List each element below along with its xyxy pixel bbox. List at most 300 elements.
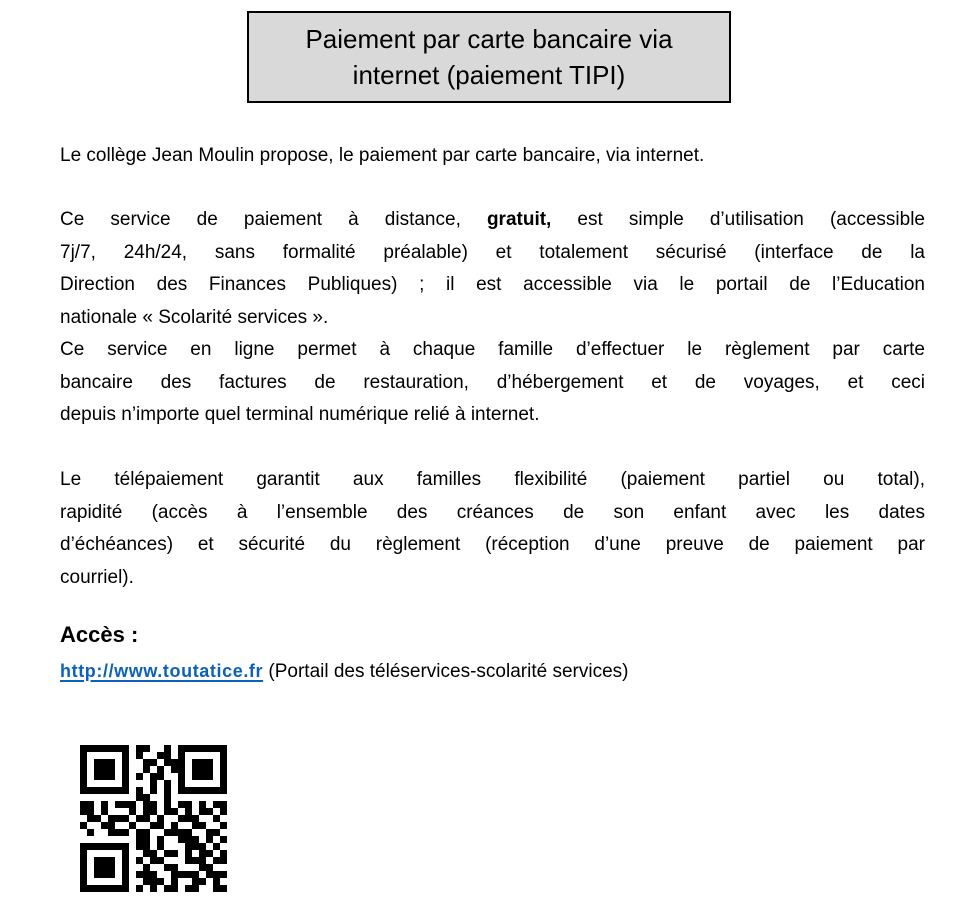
qr-module	[129, 745, 136, 752]
qr-module	[136, 808, 143, 815]
qr-module	[220, 773, 227, 780]
text-line: nationale « Scolarité services ».	[60, 306, 329, 328]
qr-module	[143, 829, 150, 836]
qr-module	[115, 794, 122, 801]
qr-module	[164, 801, 171, 808]
qr-module	[80, 857, 87, 864]
qr-module	[129, 829, 136, 836]
qr-module	[199, 773, 206, 780]
qr-module	[185, 801, 192, 808]
qr-module	[178, 836, 185, 843]
qr-module	[171, 857, 178, 864]
qr-module	[87, 857, 94, 864]
qr-module	[171, 885, 178, 892]
qr-module	[101, 787, 108, 794]
qr-module	[94, 773, 101, 780]
qr-module	[206, 773, 213, 780]
qr-module	[122, 878, 129, 885]
qr-module	[185, 752, 192, 759]
qr-module	[129, 836, 136, 843]
qr-module	[129, 843, 136, 850]
qr-module	[115, 773, 122, 780]
qr-module	[115, 752, 122, 759]
qr-module	[220, 843, 227, 850]
qr-module	[87, 871, 94, 878]
qr-module	[220, 752, 227, 759]
qr-module	[171, 850, 178, 857]
qr-module	[136, 801, 143, 808]
qr-module	[129, 780, 136, 787]
qr-module	[108, 752, 115, 759]
qr-module	[192, 822, 199, 829]
qr-module	[108, 794, 115, 801]
qr-module	[185, 773, 192, 780]
qr-module	[122, 822, 129, 829]
qr-module	[143, 808, 150, 815]
qr-module	[115, 759, 122, 766]
qr-module	[178, 815, 185, 822]
qr-module	[206, 745, 213, 752]
qr-module	[171, 745, 178, 752]
qr-module	[157, 878, 164, 885]
qr-module	[220, 766, 227, 773]
qr-module	[129, 878, 136, 885]
qr-module	[143, 864, 150, 871]
qr-module	[199, 850, 206, 857]
qr-module	[87, 752, 94, 759]
qr-module	[206, 857, 213, 864]
qr-module	[171, 773, 178, 780]
text-line: 7j/7, 24h/24, sans formalité préalable) et totalement sécurisé (interface de la	[60, 241, 925, 263]
qr-module	[157, 808, 164, 815]
qr-module	[220, 780, 227, 787]
qr-module	[80, 759, 87, 766]
qr-module	[115, 815, 122, 822]
qr-module	[213, 815, 220, 822]
qr-module	[206, 752, 213, 759]
qr-module	[213, 752, 220, 759]
qr-module	[101, 857, 108, 864]
qr-module	[101, 829, 108, 836]
qr-module	[122, 871, 129, 878]
qr-module	[108, 766, 115, 773]
qr-module	[192, 885, 199, 892]
qr-module	[213, 822, 220, 829]
qr-module	[136, 773, 143, 780]
qr-module	[87, 885, 94, 892]
qr-module	[122, 759, 129, 766]
qr-module	[80, 787, 87, 794]
qr-module	[206, 871, 213, 878]
qr-module	[108, 836, 115, 843]
qr-module	[108, 850, 115, 857]
qr-module	[143, 822, 150, 829]
qr-module	[157, 836, 164, 843]
qr-module	[220, 857, 227, 864]
qr-module	[157, 780, 164, 787]
qr-module	[129, 822, 136, 829]
qr-module	[213, 829, 220, 836]
qr-module	[206, 808, 213, 815]
qr-module	[164, 850, 171, 857]
qr-module	[164, 871, 171, 878]
qr-module	[178, 822, 185, 829]
qr-module	[220, 871, 227, 878]
qr-module	[199, 871, 206, 878]
qr-module	[185, 850, 192, 857]
qr-module	[150, 864, 157, 871]
qr-module	[150, 794, 157, 801]
qr-module	[206, 843, 213, 850]
qr-module	[94, 850, 101, 857]
qr-module	[122, 836, 129, 843]
qr-module	[220, 759, 227, 766]
qr-module	[115, 745, 122, 752]
qr-module	[143, 766, 150, 773]
qr-module	[171, 787, 178, 794]
qr-module	[213, 787, 220, 794]
qr-module	[115, 780, 122, 787]
qr-module	[213, 871, 220, 878]
qr-module	[213, 780, 220, 787]
qr-module	[87, 822, 94, 829]
qr-module	[185, 871, 192, 878]
qr-module	[87, 864, 94, 871]
qr-module	[136, 745, 143, 752]
qr-module	[220, 808, 227, 815]
qr-module	[136, 766, 143, 773]
qr-module	[115, 864, 122, 871]
qr-module	[192, 850, 199, 857]
qr-module	[220, 829, 227, 836]
qr-module	[115, 836, 122, 843]
qr-module	[143, 885, 150, 892]
text-line: Le télépaiement garantit aux familles flexibilité (paiement partiel ou total),	[60, 469, 925, 490]
qr-module	[94, 808, 101, 815]
qr-module	[122, 794, 129, 801]
qr-module	[94, 829, 101, 836]
qr-module	[122, 885, 129, 892]
bold-text-gratuit: gratuit,	[486, 209, 552, 230]
qr-module	[199, 766, 206, 773]
qr-module	[80, 745, 87, 752]
qr-module	[87, 773, 94, 780]
qr-module	[80, 794, 87, 801]
qr-module	[178, 857, 185, 864]
qr-module	[164, 787, 171, 794]
qr-module	[150, 815, 157, 822]
qr-module	[150, 822, 157, 829]
qr-module	[129, 752, 136, 759]
qr-module	[150, 850, 157, 857]
qr-module	[164, 766, 171, 773]
qr-module	[157, 871, 164, 878]
qr-module	[94, 787, 101, 794]
qr-module	[108, 829, 115, 836]
qr-module	[143, 836, 150, 843]
qr-module	[80, 780, 87, 787]
qr-module	[192, 836, 199, 843]
qr-module	[101, 836, 108, 843]
qr-module	[129, 871, 136, 878]
qr-module	[199, 794, 206, 801]
qr-module	[192, 773, 199, 780]
qr-module	[80, 815, 87, 822]
title-line-1: Paiement par carte bancaire via	[305, 24, 673, 54]
qr-module	[192, 745, 199, 752]
qr-module	[136, 836, 143, 843]
qr-module	[108, 773, 115, 780]
title-line-2: internet (paiement TIPI)	[352, 60, 626, 90]
qr-module	[136, 871, 143, 878]
qr-module	[192, 878, 199, 885]
qr-module	[192, 759, 199, 766]
qr-module	[150, 752, 157, 759]
qr-module	[150, 857, 157, 864]
qr-module	[80, 885, 87, 892]
qr-module	[101, 766, 108, 773]
qr-module	[199, 836, 206, 843]
qr-module	[136, 787, 143, 794]
qr-module	[206, 878, 213, 885]
qr-module	[178, 759, 185, 766]
qr-module	[115, 878, 122, 885]
qr-module	[150, 780, 157, 787]
qr-module	[150, 745, 157, 752]
qr-module	[94, 864, 101, 871]
qr-module	[178, 829, 185, 836]
qr-module	[143, 794, 150, 801]
qr-module	[122, 745, 129, 752]
qr-module	[80, 836, 87, 843]
qr-module	[192, 829, 199, 836]
qr-module	[199, 822, 206, 829]
qr-module	[94, 766, 101, 773]
qr-module	[171, 815, 178, 822]
qr-module	[143, 759, 150, 766]
qr-module	[199, 808, 206, 815]
paragraph-online-service	[60, 334, 925, 432]
qr-module	[178, 752, 185, 759]
qr-module	[199, 801, 206, 808]
qr-module	[108, 878, 115, 885]
qr-module	[80, 808, 87, 815]
qr-module	[101, 864, 108, 871]
qr-module	[94, 871, 101, 878]
qr-module	[122, 843, 129, 850]
qr-module	[185, 843, 192, 850]
qr-module	[199, 759, 206, 766]
qr-module	[136, 885, 143, 892]
qr-module	[122, 780, 129, 787]
qr-module	[87, 836, 94, 843]
qr-module	[185, 787, 192, 794]
qr-module	[164, 745, 171, 752]
qr-module	[164, 822, 171, 829]
qr-module	[129, 885, 136, 892]
text-line: Ce service en ligne permet à chaque famille d’effectuer le règlement par carte	[60, 339, 925, 360]
qr-module	[171, 780, 178, 787]
qr-module	[164, 780, 171, 787]
qr-module	[115, 850, 122, 857]
qr-module	[143, 843, 150, 850]
qr-module	[213, 794, 220, 801]
qr-module	[213, 850, 220, 857]
qr-module	[143, 801, 150, 808]
qr-module	[87, 843, 94, 850]
qr-module	[213, 885, 220, 892]
qr-module	[122, 752, 129, 759]
qr-module	[129, 857, 136, 864]
qr-module	[94, 878, 101, 885]
qr-module	[157, 864, 164, 871]
qr-module	[150, 759, 157, 766]
qr-module	[108, 787, 115, 794]
qr-module	[178, 794, 185, 801]
qr-module	[122, 766, 129, 773]
paragraph-intro	[60, 140, 925, 173]
qr-module	[192, 752, 199, 759]
qr-module	[157, 745, 164, 752]
qr-module	[192, 815, 199, 822]
qr-module	[143, 773, 150, 780]
qr-module	[206, 822, 213, 829]
qr-module	[157, 801, 164, 808]
qr-module	[213, 836, 220, 843]
qr-module	[206, 801, 213, 808]
qr-module	[143, 752, 150, 759]
qr-module	[150, 801, 157, 808]
qr-module	[80, 843, 87, 850]
qr-module	[185, 808, 192, 815]
qr-module	[150, 766, 157, 773]
qr-module	[94, 759, 101, 766]
qr-module	[101, 843, 108, 850]
qr-module	[129, 815, 136, 822]
qr-module	[108, 745, 115, 752]
qr-module	[164, 794, 171, 801]
qr-module	[150, 829, 157, 836]
qr-module	[213, 808, 220, 815]
qr-module	[213, 864, 220, 871]
qr-module	[199, 752, 206, 759]
qr-module	[150, 836, 157, 843]
qr-module	[122, 850, 129, 857]
qr-module	[206, 787, 213, 794]
qr-module	[87, 766, 94, 773]
qr-module	[157, 766, 164, 773]
qr-module	[206, 780, 213, 787]
qr-module	[94, 752, 101, 759]
qr-module	[115, 857, 122, 864]
qr-module	[192, 808, 199, 815]
qr-module	[87, 808, 94, 815]
qr-module	[101, 773, 108, 780]
qr-module	[80, 864, 87, 871]
qr-module	[101, 808, 108, 815]
qr-module	[199, 787, 206, 794]
qr-module	[122, 857, 129, 864]
qr-module	[129, 787, 136, 794]
qr-module	[94, 843, 101, 850]
qr-module	[185, 822, 192, 829]
qr-module	[129, 794, 136, 801]
qr-module	[220, 745, 227, 752]
toutatice-link[interactable]: http://www.toutatice.fr	[60, 661, 264, 681]
qr-module	[143, 878, 150, 885]
qr-module	[94, 745, 101, 752]
qr-module	[143, 850, 150, 857]
qr-module	[136, 850, 143, 857]
qr-module	[87, 787, 94, 794]
qr-module	[87, 794, 94, 801]
qr-module	[143, 857, 150, 864]
qr-module	[171, 836, 178, 843]
qr-module	[171, 871, 178, 878]
qr-module	[171, 766, 178, 773]
qr-module	[199, 829, 206, 836]
qr-module	[115, 829, 122, 836]
qr-module	[157, 794, 164, 801]
qr-module	[136, 864, 143, 871]
qr-module	[213, 801, 220, 808]
qr-module	[150, 787, 157, 794]
qr-module	[115, 801, 122, 808]
qr-module	[199, 745, 206, 752]
qr-module	[143, 787, 150, 794]
qr-module	[178, 885, 185, 892]
qr-module	[143, 815, 150, 822]
qr-module	[122, 773, 129, 780]
qr-module	[136, 815, 143, 822]
qr-module	[206, 829, 213, 836]
qr-module	[157, 857, 164, 864]
qr-module	[80, 752, 87, 759]
qr-module	[101, 850, 108, 857]
qr-module	[192, 843, 199, 850]
qr-module	[115, 766, 122, 773]
qr-module	[101, 815, 108, 822]
qr-module	[101, 822, 108, 829]
qr-module	[185, 780, 192, 787]
qr-module	[80, 801, 87, 808]
qr-module	[199, 857, 206, 864]
qr-module	[80, 829, 87, 836]
qr-module	[108, 864, 115, 871]
qr-module	[150, 878, 157, 885]
qr-module	[213, 766, 220, 773]
qr-module	[206, 766, 213, 773]
qr-module	[206, 815, 213, 822]
text-line: d’échéances) et sécurité du règlement (réception d’une preuve de paiement par	[60, 534, 925, 555]
qr-module	[206, 885, 213, 892]
qr-module	[157, 773, 164, 780]
qr-module	[143, 780, 150, 787]
qr-module	[178, 871, 185, 878]
qr-module	[101, 752, 108, 759]
qr-module	[108, 885, 115, 892]
qr-module	[136, 857, 143, 864]
qr-module	[136, 759, 143, 766]
qr-module	[94, 857, 101, 864]
qr-module	[136, 829, 143, 836]
qr-module	[136, 780, 143, 787]
qr-module	[129, 850, 136, 857]
qr-module	[213, 843, 220, 850]
qr-module	[185, 857, 192, 864]
qr-module	[101, 871, 108, 878]
qr-module	[94, 885, 101, 892]
